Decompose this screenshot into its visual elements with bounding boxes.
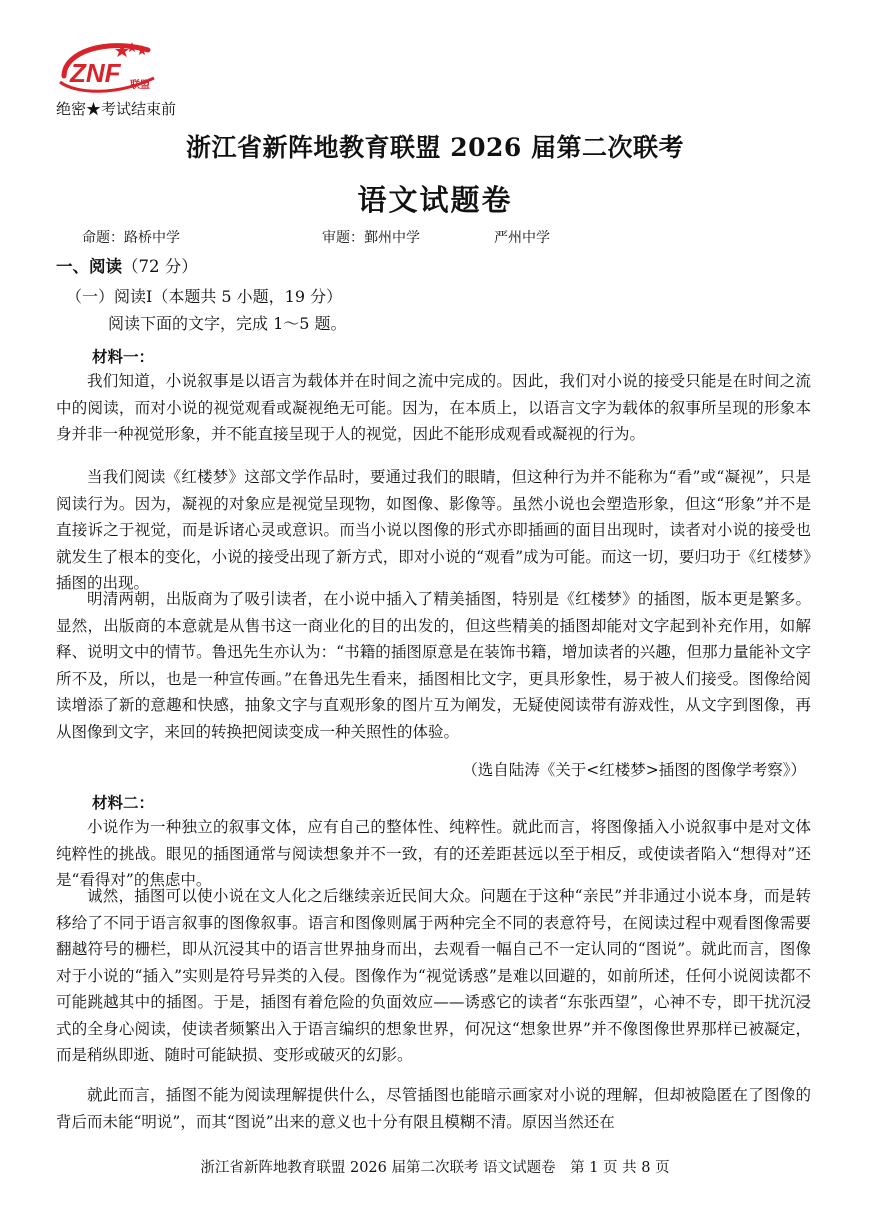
material-1-heading: 材料一：	[92, 347, 155, 366]
logo-text: ZNF	[70, 58, 121, 88]
material-1-paragraph: 当我们阅读《红楼梦》这部文学作品时，要通过我们的眼睛，但这种行为并不能称为“看”或“凝视”，只是阅读行为。因为，凝视的对象应是视觉呈现物，如图像、影像等。虽然小说也会塑造形象，但这“形象”并不是直接诉之于视觉，而是诉诸心灵或意识。而当小说以图像的形式亦即插画的面目出现时，读者对小说的接受也就发生了根本的变化，小说的接受出现了新方式，即对小说的“观看”成为可能。而这一切，要归功于《红楼梦》插图的出现。	[56, 468, 811, 592]
material-2-paragraph: 小说作为一种独立的叙事文体，应有自己的整体性、纯粹性。就此而言，将图像插入小说叙事中是对文体纯粹性的挑战。眼见的插图通常与阅读想象并不一致，有的还差距甚远以至于相反，或使读者陷入“想得对”还是“看得对”的焦虑中。	[56, 818, 811, 889]
part-instruction: 阅读下面的文字，完成 1～5 题。	[108, 314, 347, 333]
material-1-paragraph: 明清两朝，出版商为了吸引读者，在小说中插入了精美插图，特别是《红楼梦》的插图，版本更是繁多。显然，出版商的本意就是从售书这一商业化的目的出发的，但这些精美的插图却能对文字起到补充作用，如解释、说明文中的情节。鲁迅先生亦认为：“书籍的插图原意是在装饰书籍，增加读者的兴趣，但那力量能补文字所不及，所以，也是一种宣传画。”在鲁迅先生看来，插图相比文字，更具形象性，易于被人们接受。图像给阅读增添了新的意趣和快感，抽象文字与直观形象的图片互为阐发，无疑使阅读带有游戏性，从文字到图像，再从图像到文字，来回的转换把阅读变成一种关照性的体验。	[56, 590, 811, 741]
part-heading: （一）阅读Ⅰ（本题共 5 小题，19 分）	[66, 287, 343, 306]
proposer: 命题：路桥中学	[82, 230, 180, 246]
exam-title: 浙江省新阵地教育联盟 2026 届第二次联考	[186, 133, 684, 162]
logo-badge: 联盟	[130, 80, 150, 91]
section-score: （72 分）	[122, 257, 198, 276]
secret-label: 绝密★考试结束前	[56, 100, 177, 118]
material-2-heading: 材料二：	[92, 793, 155, 812]
znf-alliance-logo	[56, 38, 160, 98]
paper-title: 语文试题卷	[357, 183, 513, 217]
material-1-paragraph: 我们知道，小说叙事是以语言为载体并在时间之流中完成的。因此，我们对小说的接受只能是在时间之流中的阅读，而对小说的视觉观看或凝视绝无可能。因为，在本质上，以语言文字为载体的叙事所呈现的形象本身并非一种视觉形象，并不能直接呈现于人的视觉，因此不能形成观看或凝视的行为。	[56, 372, 811, 443]
reviewer-2: 严州中学	[494, 230, 550, 246]
reviewer: 审题：鄞州中学	[322, 230, 420, 246]
section-label: 一、阅读	[56, 257, 122, 276]
material-2-paragraph: 诚然，插图可以使小说在文人化之后继续亲近民间大众。问题在于这种“亲民”并非通过小说本身，而是转移给了不同于语言叙事的图像叙事。语言和图像则属于两种完全不同的表意符号，在阅读过程中观看图像需要翻越符号的栅栏，即从沉浸其中的语言世界抽身而出，去观看一幅自己不一定认同的“图说”。就此而言，图像对于小说的“插入”实则是符号异类的入侵。图像作为“视觉诱惑”是难以回避的，如前所述，任何小说阅读都不可能跳越其中的插图。于是，插图有着危险的负面效应——诱惑它的读者“东张西望”，心神不专，即干扰沉浸式的全身心阅读，使读者频繁出入于语言编织的想象世界，何况这“想象世界”并不像图像世界那样已被凝定，而是稍纵即逝、随时可能缺损、变形或破灭的幻影。	[56, 887, 811, 1064]
section-heading	[56, 253, 198, 277]
material-1-source: （选自陆涛《关于<红楼梦>插图的图像学考察》）	[462, 761, 806, 779]
page-footer: 浙江省新阵地教育联盟 2026 届第二次联考 语文试题卷 第 1 页 共 8 页	[200, 1160, 670, 1176]
material-2-paragraph: 就此而言，插图不能为阅读理解提供什么，尽管插图也能暗示画家对小说的理解，但却被隐匿在了图像的背后而未能“明说”，而其“图说”出来的意义也十分有限且模糊不清。原因当然还在	[56, 1086, 811, 1131]
